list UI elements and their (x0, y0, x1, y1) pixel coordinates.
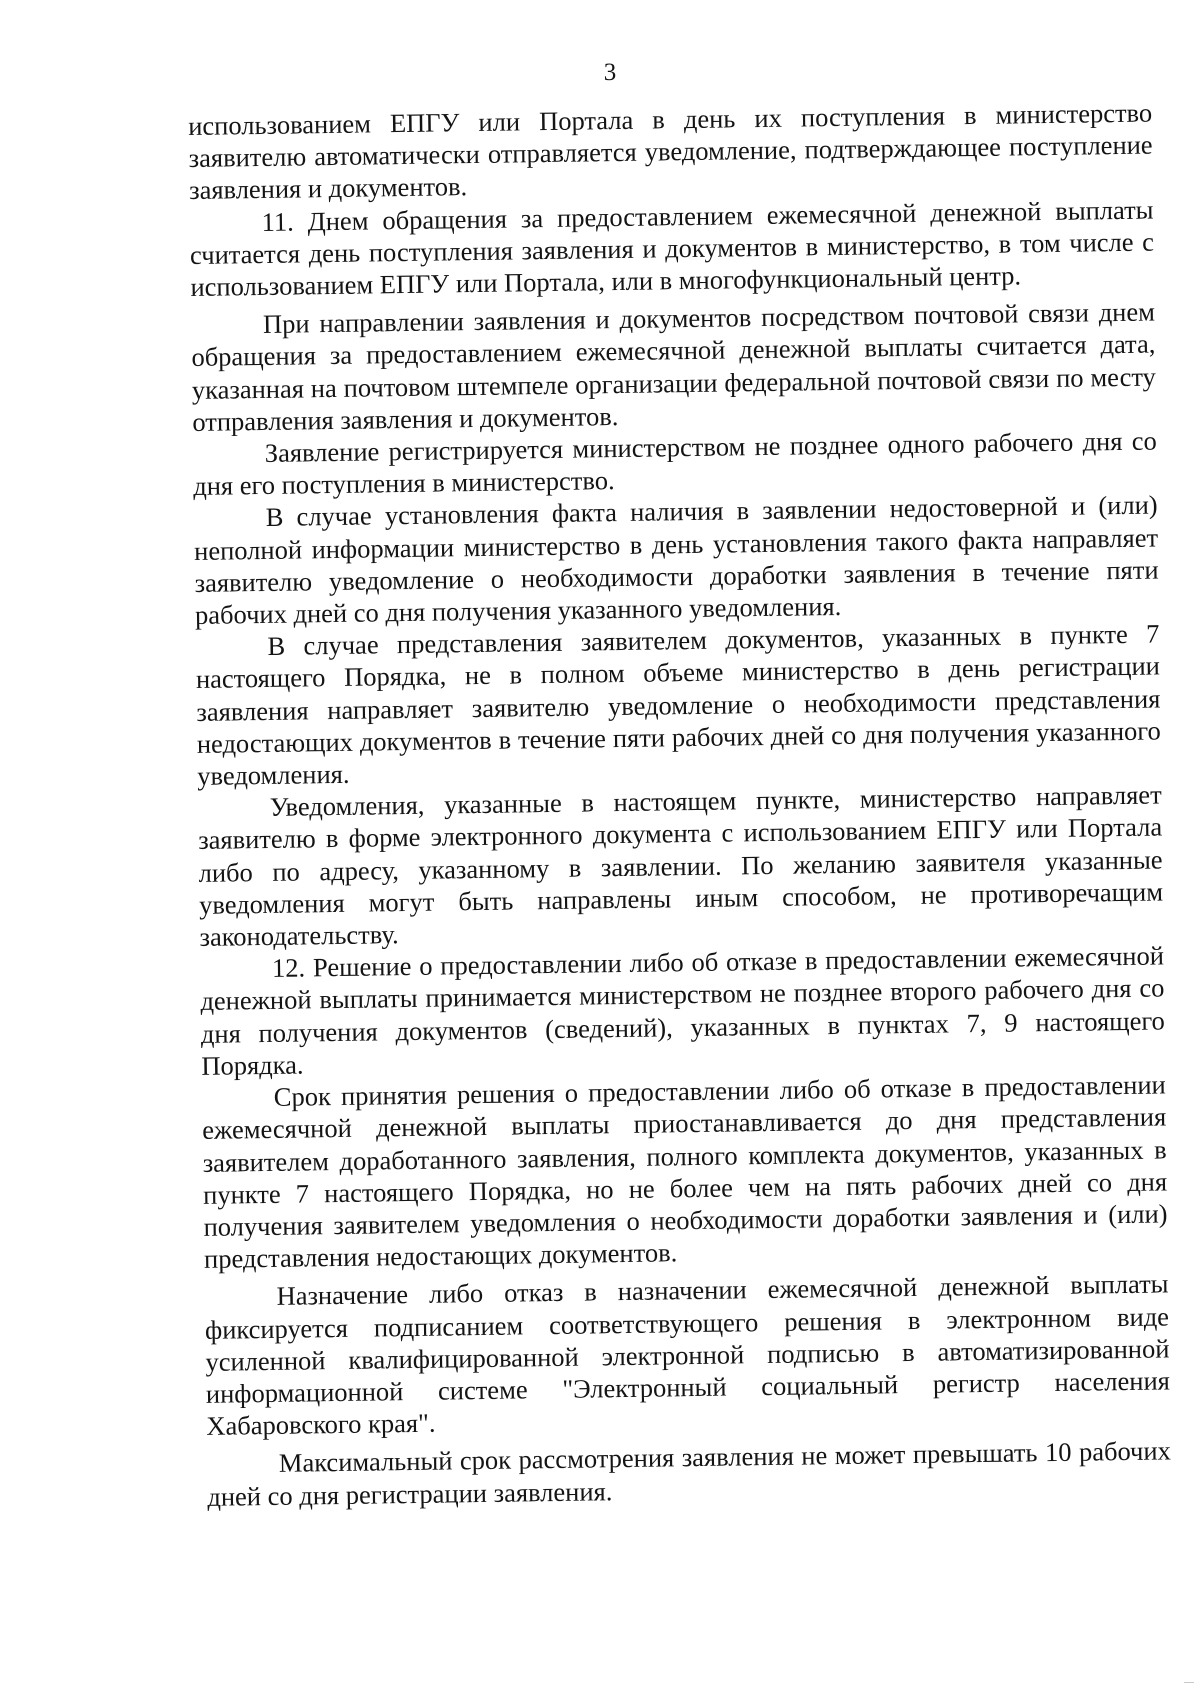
paragraph-registration: Заявление регистрируется министерством не позднее одного рабочего дня со дня его поступления в министерство. (193, 425, 1157, 502)
page-number: 3 (603, 59, 617, 86)
paragraph-item-11: 11. Днем обращения за предоставлением ежемесячной денежной выплаты считается день поступления заявления и документов в министерство, в том числе с использованием ЕПГУ или Портала, или в многофункциональный центр. (189, 194, 1155, 302)
paragraph-max-term: Максимальный срок рассмотрения заявления не может превышать 10 рабочих дней со дня регистрации заявления. (207, 1435, 1172, 1512)
paragraph-unreliable-info: В случае установления факта наличия в заявлении недостоверной и (или) неполной информации министерство в день установления такого факта направляет заявителю уведомление о необходимости доработки заявления в течение пяти рабочих дней со дня получения указанного уведомления. (193, 489, 1159, 630)
document-body (188, 97, 1171, 1513)
paragraph-continuation: использованием ЕПГУ или Портала в день их поступления в министерство заявителю автоматически отправляется уведомление, подтверждающее поступление заявления и документов. (188, 97, 1153, 206)
scan-edge-mark (1184, 1682, 1194, 1683)
paragraph-incomplete-documents: В случае представления заявителем документов, указанных в пункте 7 настоящего Порядка, не в полном объеме министерство в день регистрации заявления направляет заявителю уведомление о необходимости представления недостающих документов в течение пяти рабочих дней со дня получения указанного уведомления. (195, 618, 1161, 791)
paragraph-decision-term: Срок принятия решения о предоставлении либо об отказе в предоставлении ежемесячной денежной выплаты приостанавливается до дня представления заявителем доработанного заявления, полного комплекта документов, указанных в пункте 7 настоящего Порядка, но не более чем на пять рабочих дней со дня получения заявителем уведомления о необходимости доработки заявления и (или) представления недостающих документов. (202, 1069, 1168, 1274)
paragraph-notifications: Уведомления, указанные в настоящем пункте, министерство направляет заявителю в форме электронного документа с использованием ЕПГУ или Портала либо по адресу, указанному в заявлении. По желанию заявителя указанные уведомления могут быть направлены иным способом, не противоречащим законодательству. (197, 779, 1164, 952)
paragraph-item-12: 12. Решение о предоставлении либо об отказе в предоставлении ежемесячной денежной выплаты принимается министерством не позднее второго рабочего дня со дня получения документов (сведений), указанных в пунктах 7, 9 настоящего Порядка. (200, 940, 1166, 1081)
paragraph-assignment-fixation: Назначение либо отказ в назначении ежемесячной денежной выплаты фиксируется подписанием соответствующего решения в электронном виде усиленной квалифицированной электронной подписью в автоматизированной информационной системе "Электронный социальный регистр населения Хабаровского края". (204, 1268, 1171, 1441)
paragraph-postal-submission: При направлении заявления и документов посредством почтовой связи днем обращения за предоставлением ежемесячной денежной выплаты считается дата, указанная на почтовом штемпеле организации федеральной почтовой связи по месту отправления заявления и документов. (191, 296, 1157, 437)
